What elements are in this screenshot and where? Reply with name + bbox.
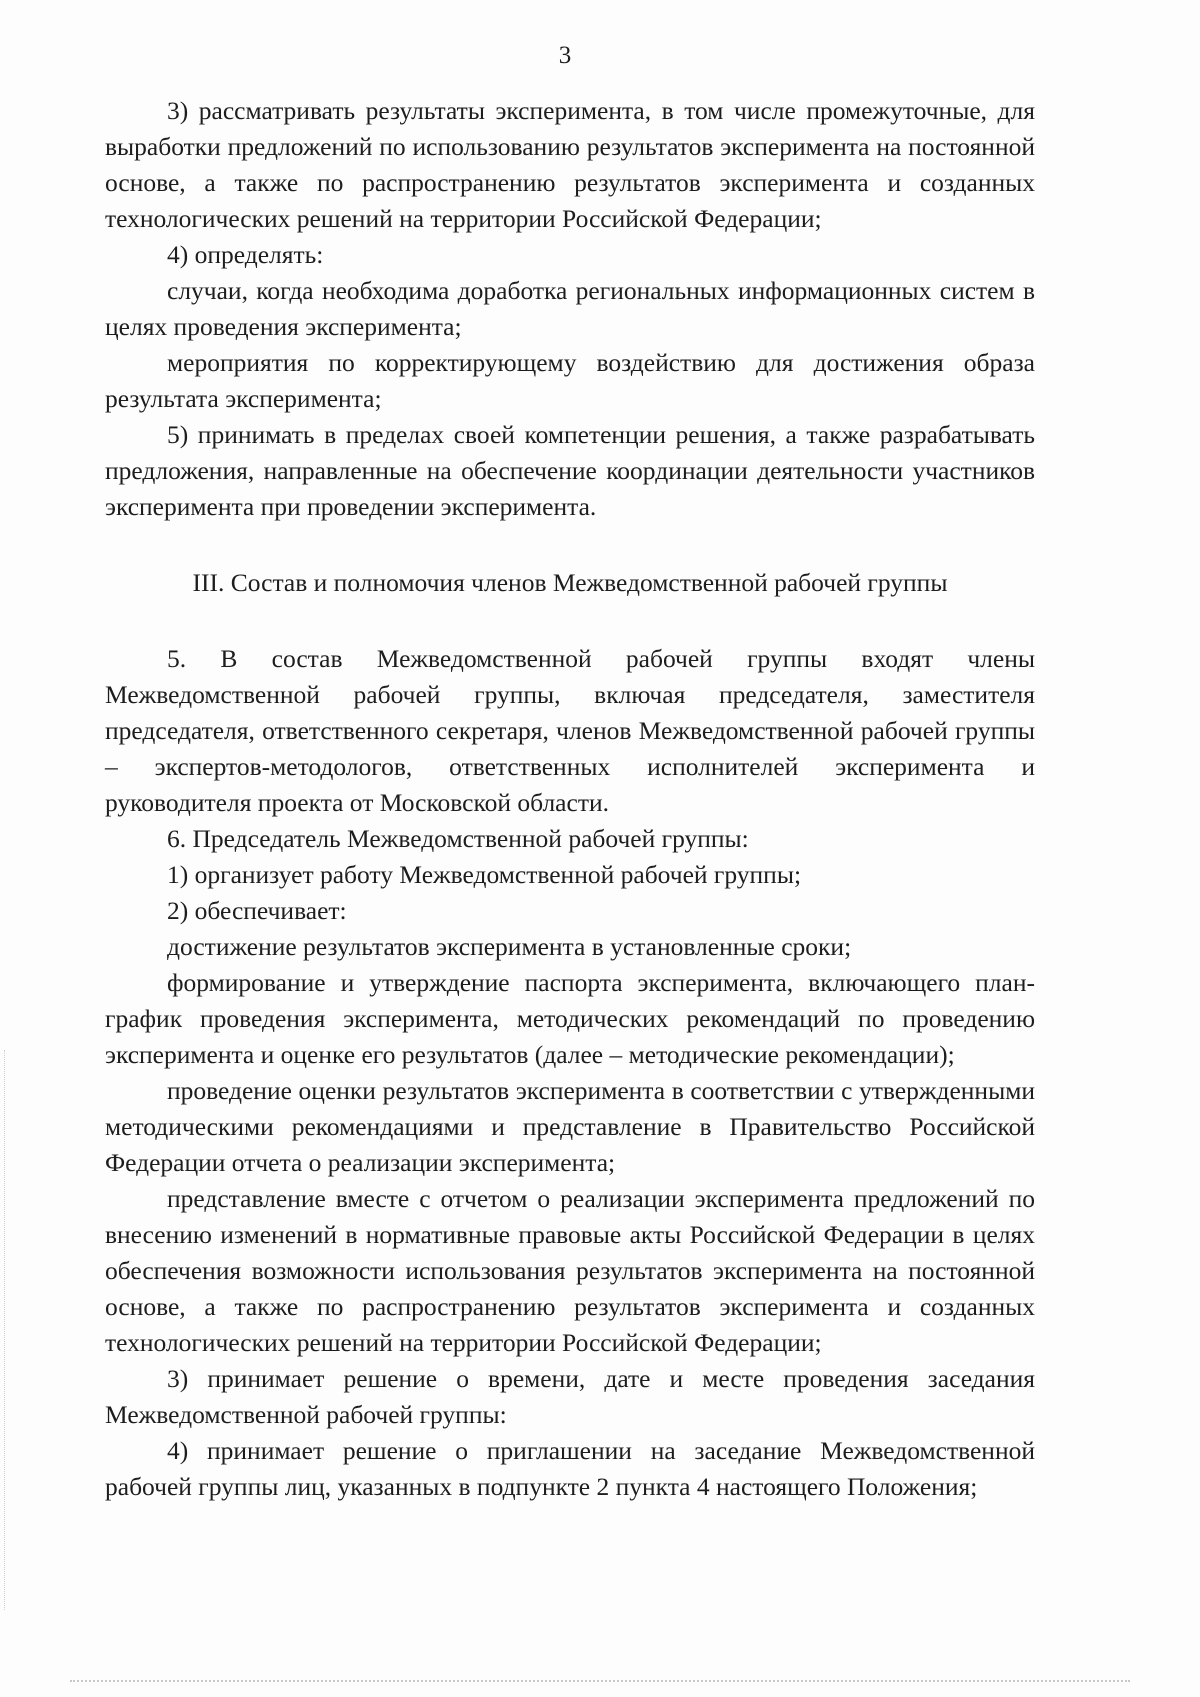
- paragraph: 4) определять:: [167, 240, 324, 269]
- paragraph: проведение оценки результатов эксперимента в соответствии с утвержденными методическими рекомендациями и представление в Правительство Российской Федерации отчета о реализации эксперимента;: [105, 1076, 1035, 1177]
- document-body: [105, 93, 1035, 1505]
- paragraph: 4) принимает решение о приглашении на заседание Межведомственной рабочей группы лиц, указанных в подпункте 2 пункта 4 настоящего Положения;: [105, 1436, 1035, 1501]
- scan-edge-bottom: [70, 1680, 1130, 1682]
- section-heading: III. Состав и полномочия членов Межведомственной рабочей группы: [192, 568, 948, 597]
- paragraph: формирование и утверждение паспорта эксперимента, включающего план-график проведения эксперимента, методических рекомендаций по проведению эксперимента и оценке его результатов (далее – методические рекомендации);: [105, 968, 1035, 1069]
- paragraph: 1) организует работу Межведомственной рабочей группы;: [167, 860, 802, 889]
- paragraph: 2) обеспечивает:: [167, 896, 347, 925]
- paragraph: 6. Председатель Межведомственной рабочей группы:: [167, 824, 749, 853]
- paragraph: 3) рассматривать результаты эксперимента, в том числе промежуточные, для выработки предложений по использованию результатов эксперимента на постоянной основе, а также по распространению результатов эксперимента и созданных технологических решений на территории Российской Федерации;: [105, 96, 1035, 233]
- scan-edge-left: [4, 1050, 5, 1610]
- paragraph: случаи, когда необходима доработка региональных информационных систем в целях проведения эксперимента;: [105, 276, 1035, 341]
- paragraph: представление вместе с отчетом о реализации эксперимента предложений по внесению изменений в нормативные правовые акты Российской Федерации в целях обеспечения возможности использования результатов эксперимента на постоянной основе, а также по распространению результатов эксперимента и созданных технологических решений на территории Российской Федерации;: [105, 1184, 1035, 1357]
- paragraph: 3) принимает решение о времени, дате и месте проведения заседания Межведомственной рабочей группы:: [105, 1364, 1035, 1429]
- paragraph: мероприятия по корректирующему воздействию для достижения образа результата эксперимента;: [105, 348, 1035, 413]
- paragraph: достижение результатов эксперимента в установленные сроки;: [167, 932, 852, 961]
- paragraph: 5. В состав Межведомственной рабочей группы входят члены Межведомственной рабочей группы, включая председателя, заместителя председателя, ответственного секретаря, членов Межведомственной рабочей группы – экспертов-методологов, ответственных исполнителей эксперимента и руководителя проекта от Московской области.: [105, 644, 1035, 817]
- paragraph: 5) принимать в пределах своей компетенции решения, а также разрабатывать предложения, направленные на обеспечение координации деятельности участников эксперимента при проведении эксперимента.: [105, 420, 1035, 521]
- page-number: 3: [558, 42, 572, 69]
